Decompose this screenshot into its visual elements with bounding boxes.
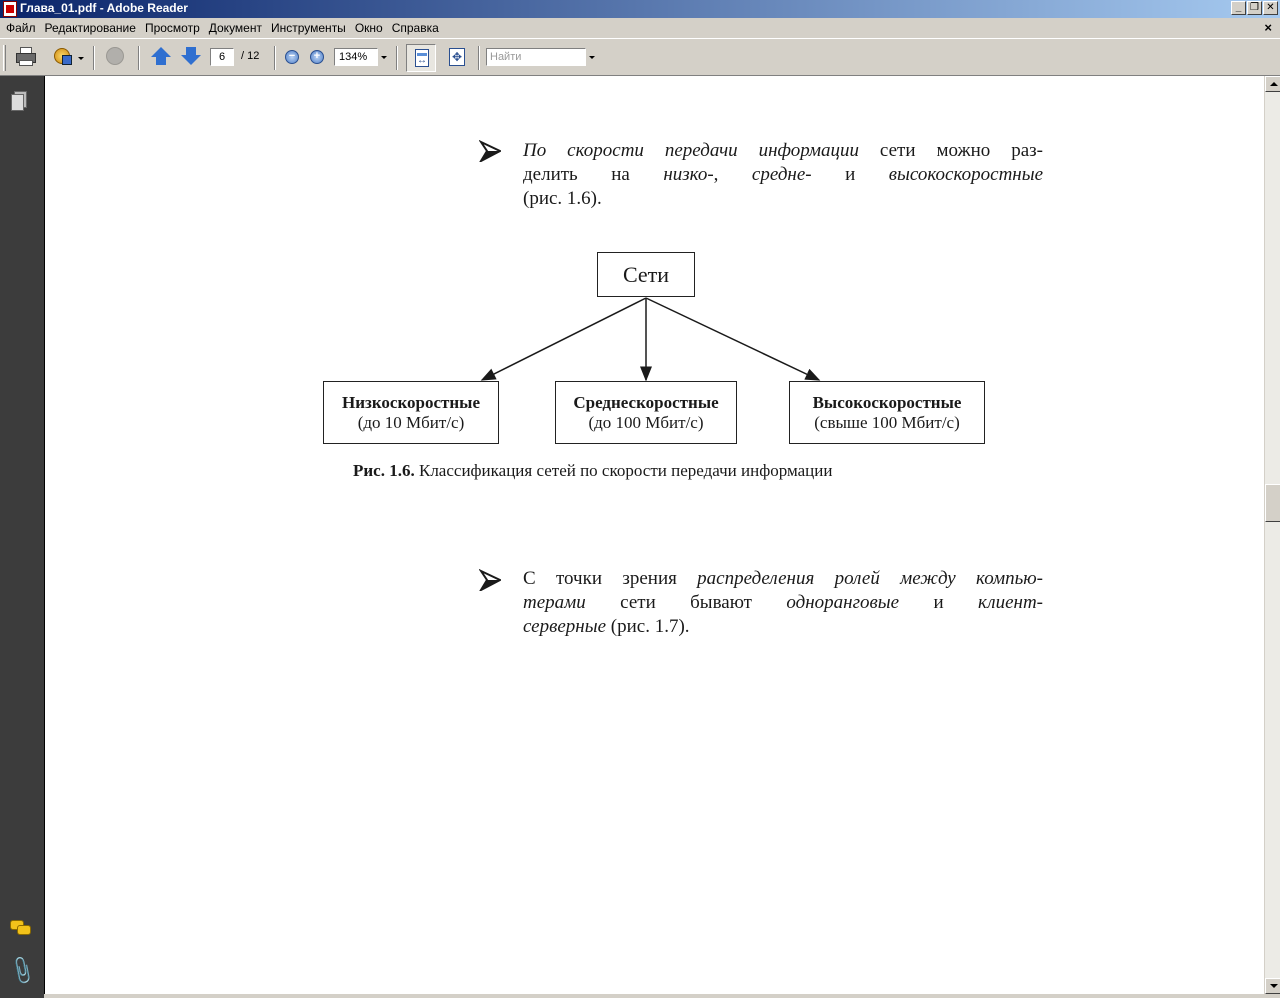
arrow-to-high [646, 298, 819, 380]
arrow-bullet-icon [479, 569, 501, 591]
fit-page-icon [449, 48, 465, 66]
diagram-mid-speed-box [555, 381, 737, 444]
scroll-thumb[interactable] [1265, 484, 1280, 522]
text: сети можно раз- [858, 140, 1044, 161]
toolbar-separator [396, 46, 398, 70]
text: и [899, 592, 979, 613]
comments-panel-icon[interactable] [10, 918, 30, 940]
menu-bar [0, 18, 1280, 38]
text-italic: средне- [751, 164, 812, 185]
fit-page-button[interactable] [442, 44, 472, 72]
arrow-to-low [482, 298, 646, 380]
collaborate-icon [104, 45, 128, 67]
diagram-low-speed-box [323, 381, 499, 444]
text-italic: терами [523, 592, 586, 613]
text: С точки зрения [523, 568, 698, 589]
previous-page-icon[interactable] [150, 45, 172, 67]
scroll-up-icon [1270, 82, 1278, 86]
menu-help[interactable]: Справка [391, 21, 439, 35]
caption-text: Классификация сетей по скорости передачи информации [414, 461, 833, 480]
text-italic: серверные [523, 616, 607, 637]
text-italic: По скорости передачи информации [523, 140, 859, 161]
email-share-icon[interactable] [52, 45, 74, 67]
diagram-high-speed-box [789, 381, 985, 444]
menu-edit[interactable]: Редактирование [44, 21, 136, 35]
print-icon[interactable] [14, 45, 38, 67]
document-close-button[interactable]: × [1264, 20, 1272, 35]
adobe-reader-icon [3, 1, 17, 17]
scroll-down-button[interactable] [1265, 978, 1280, 994]
paragraph-speed-classification [523, 139, 1043, 211]
toolbar-separator [93, 46, 95, 70]
caption-label: Рис. 1.6. [353, 461, 415, 480]
paragraph-role-classification [523, 567, 1043, 639]
text: делить на [523, 164, 664, 185]
attachments-panel-icon[interactable]: 📎 [5, 955, 39, 987]
menu-view[interactable]: Просмотр [144, 21, 200, 35]
diagram-connectors [45, 76, 1264, 994]
text-italic: распределения ролей между компью- [697, 568, 1043, 589]
find-dropdown-icon[interactable] [589, 56, 595, 59]
menu-file[interactable]: Файл [6, 21, 36, 35]
text-italic: высокоскоростные [888, 164, 1044, 185]
text-italic: низко- [663, 164, 714, 185]
box-subtitle: (до 100 Мбит/с) [588, 413, 704, 432]
scroll-down-icon [1270, 984, 1278, 988]
zoom-dropdown-icon[interactable] [381, 56, 387, 59]
text: и [811, 164, 889, 185]
box-subtitle: (свыше 100 Мбит/с) [814, 413, 960, 432]
diagram-root-box: Сети [597, 252, 695, 297]
box-subtitle: (до 10 Мбит/с) [357, 413, 465, 432]
text: (рис. 1.6). [523, 188, 602, 209]
bottom-edge [44, 994, 1280, 998]
arrow-bullet-icon [479, 140, 501, 162]
fit-width-icon [415, 49, 429, 67]
vertical-scrollbar[interactable] [1264, 76, 1280, 994]
toolbar-separator [478, 46, 480, 70]
menu-tools[interactable]: Инструменты [270, 21, 346, 35]
box-title: Среднескоростные [573, 393, 719, 412]
close-button[interactable]: ✕ [1263, 1, 1278, 15]
text: (рис. 1.7). [606, 616, 690, 637]
fit-width-button[interactable] [406, 44, 436, 72]
box-title: Высокоскоростные [812, 393, 962, 412]
zoom-out-icon[interactable]: − [285, 50, 299, 64]
box-title: Низкоскоростные [341, 393, 480, 412]
zoom-level-select[interactable]: 134% [334, 48, 378, 66]
restore-button[interactable]: ❐ [1247, 1, 1262, 15]
page-number-input[interactable]: 6 [210, 48, 234, 66]
toolbar-separator [274, 46, 276, 70]
figure-caption [353, 461, 832, 481]
document-view[interactable] [44, 76, 1264, 994]
text-italic: клиент- [978, 592, 1043, 613]
text-italic: одноранговые [786, 592, 900, 613]
pages-panel-icon[interactable] [10, 90, 30, 112]
minimize-button[interactable]: _ [1231, 1, 1246, 15]
menu-window[interactable]: Окно [354, 21, 383, 35]
next-page-icon[interactable] [180, 45, 202, 67]
toolbar-separator [138, 46, 140, 70]
zoom-in-icon[interactable]: + [310, 50, 324, 64]
toolbar-grip[interactable] [3, 45, 6, 71]
scroll-up-button[interactable] [1265, 76, 1280, 92]
toolbar [0, 38, 1280, 76]
page-total: / 12 [241, 50, 260, 62]
share-dropdown-icon[interactable] [78, 57, 84, 60]
window-title: Глава_01.pdf - Adobe Reader [20, 1, 188, 15]
text: , [713, 164, 752, 185]
pdf-page [45, 76, 1264, 994]
title-bar [0, 0, 1280, 18]
navigation-pane [0, 76, 44, 998]
menu-document[interactable]: Документ [208, 21, 262, 35]
find-input[interactable]: Найти [486, 48, 586, 66]
text: сети бывают [585, 592, 787, 613]
